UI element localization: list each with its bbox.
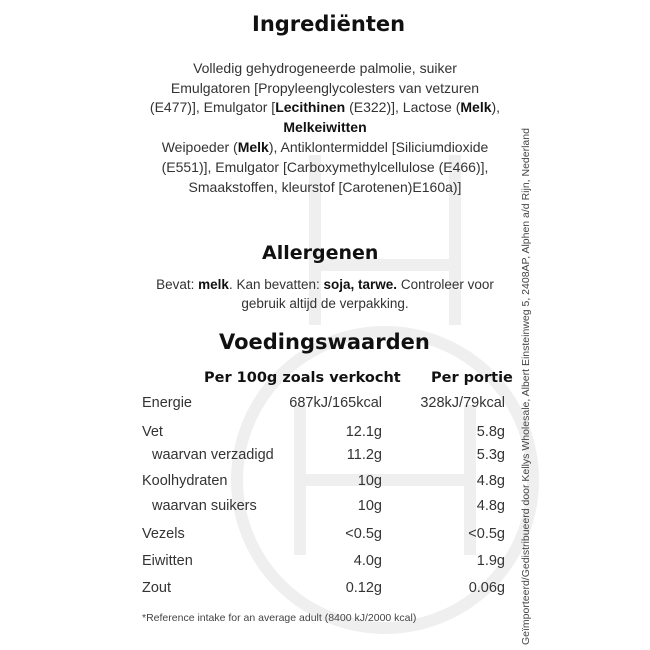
portion-value: <0.5g (468, 526, 505, 542)
per100-value: <0.5g (345, 526, 382, 542)
ingredients-line (0, 139, 650, 155)
nutrition-row (0, 526, 650, 548)
nutrition-row (0, 473, 650, 495)
nutrition-title: Voedingswaarden (219, 330, 430, 354)
ingredients-line: Smaakstoffen, kleurstof [Carotenen)E160a)] (188, 179, 462, 195)
allergens-text: . Kan bevatten: (228, 277, 324, 292)
allergen-highlight: Lecithinen (275, 99, 346, 115)
nutrition-row (0, 424, 650, 446)
ingredients-line: (E551)], Emulgator [Carboxymethylcellulose (E466)], (161, 159, 489, 175)
allergen-highlight: soja, tarwe. (323, 277, 398, 292)
ingredients-line: Emulgatoren [Propyleenglycolesters van vetzuren (170, 80, 480, 96)
nutrient-label: Koolhydraten (142, 473, 228, 489)
ingredients-text: (E477)], Emulgator [ (149, 99, 276, 115)
nutrient-label: Eiwitten (142, 553, 193, 569)
ingredients-text: Weipoeder ( (161, 139, 238, 155)
ingredients-text: ), Antiklontermiddel [Siliciumdioxide (268, 139, 489, 155)
nutrient-label: Vet (142, 424, 163, 440)
column-header-per100g: Per 100g zoals verkocht (204, 370, 401, 386)
ingredients-line (0, 119, 650, 135)
nutrition-row (0, 498, 650, 520)
nutrient-label: waarvan suikers (152, 498, 257, 514)
per100-value: 12.1g (345, 424, 382, 440)
ingredients-text: (E322)], Lactose ( (345, 99, 461, 115)
portion-value: 4.8g (476, 498, 505, 514)
per100-value: 11.2g (346, 447, 382, 463)
allergen-highlight: Melkeiwitten (283, 119, 367, 135)
nutrient-label: Vezels (142, 526, 185, 542)
nutrient-label: waarvan verzadigd (152, 447, 274, 463)
per100-value: 0.12g (345, 580, 382, 596)
allergens-text: Bevat: (156, 277, 199, 292)
allergens-line: gebruik altijd de verpakking. (241, 296, 409, 311)
allergen-highlight: melk (198, 277, 229, 292)
portion-value: 1.9g (476, 553, 505, 569)
importer-address: Geïmporteerd/Gedistribueerd door Kellys Wholesale, Albert Einsteinweg 5, 2408AP, Alphen a/d Rijn, Nederland (520, 128, 532, 645)
allergens-title: Allergenen (262, 242, 379, 264)
portion-value: 5.3g (476, 447, 505, 463)
ingredients-text: ), (491, 99, 501, 115)
ingredients-line: Volledig gehydrogeneerde palmolie, suiker (193, 60, 457, 76)
portion-value: 5.8g (476, 424, 505, 440)
ingredients-line (0, 99, 650, 115)
nutrition-row (0, 447, 650, 469)
per100-value: 687kJ/165kcal (289, 395, 382, 411)
allergen-highlight: Melk (460, 99, 492, 115)
column-header-per-portion: Per portie (431, 370, 513, 386)
portion-value: 0.06g (468, 580, 505, 596)
nutrition-row (0, 395, 650, 417)
per100-value: 4.0g (353, 553, 382, 569)
nutrition-row (0, 553, 650, 575)
allergens-text: Controleer voor (397, 277, 494, 292)
nutrition-row (0, 580, 650, 602)
allergen-highlight: Melk (237, 139, 269, 155)
portion-value: 328kJ/79kcal (420, 395, 505, 411)
per100-value: 10g (357, 473, 382, 489)
portion-value: 4.8g (476, 473, 505, 489)
per100-value: 10g (357, 498, 382, 514)
ingredients-title: Ingrediënten (252, 12, 406, 36)
allergens-line (0, 277, 650, 292)
reference-footnote: *Reference intake for an average adult (8400 kJ/2000 kcal) (142, 612, 417, 624)
nutrient-label: Zout (142, 580, 172, 596)
nutrient-label: Energie (142, 395, 192, 411)
